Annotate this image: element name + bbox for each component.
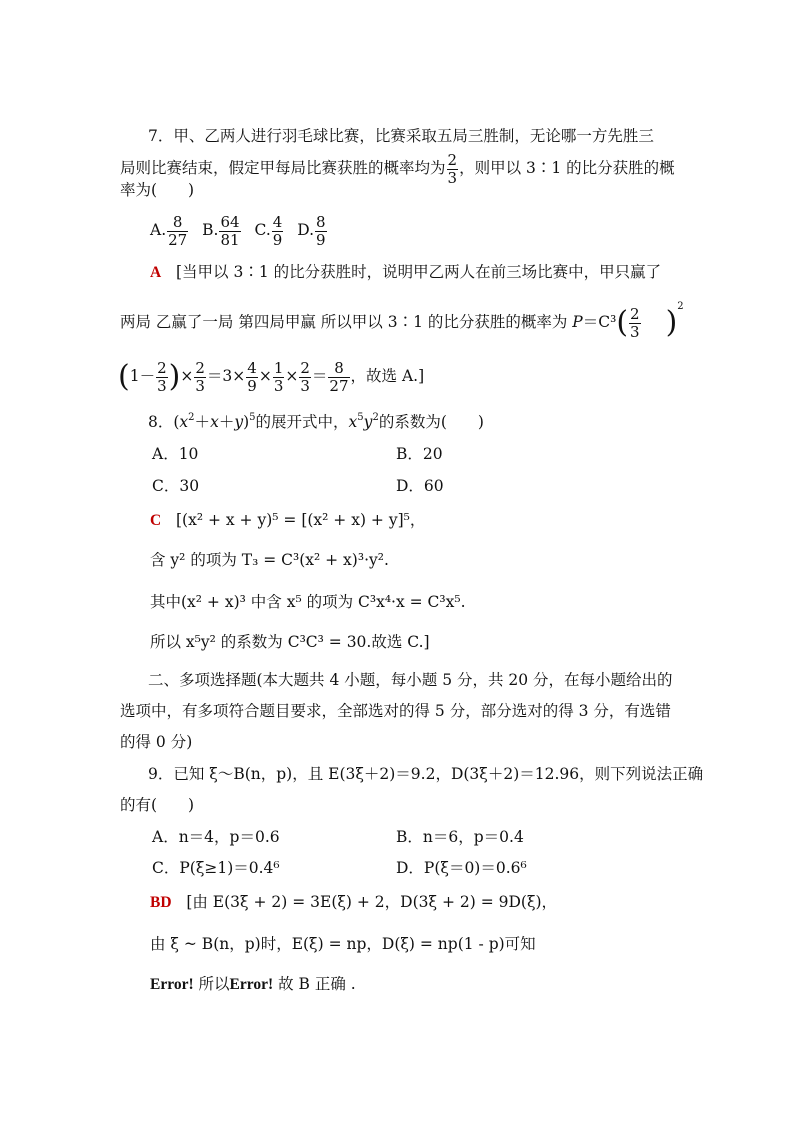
q7-option-a-frac: [167, 214, 188, 249]
paren-left-icon: (: [616, 305, 629, 340]
q7-sol-exponent: 2: [677, 301, 684, 312]
plus-sign: ＋: [194, 413, 211, 431]
frac-num: 1: [273, 358, 284, 377]
q7-frac-num: 2: [447, 150, 458, 169]
frac-den: 9: [247, 376, 257, 395]
frac: [273, 360, 285, 395]
section2-line2: 选项中，有多项符合题目要求，全部选对的得 5 分，部分选对的得 3 分，有选错: [120, 702, 671, 720]
section2-line3: 的得 0 分): [120, 733, 193, 751]
q8-option-d: D．60: [396, 477, 444, 495]
frac-den: 9: [316, 230, 326, 249]
frac-den: 9: [272, 230, 283, 249]
section2-line1: 二、多项选择题(本大题共 4 小题，每小题 5 分，共 20 分，在每小题给出的: [148, 671, 673, 689]
paren-left-icon: (: [118, 359, 130, 394]
q7-sol-frac: [629, 306, 641, 341]
frac-num: 8: [316, 212, 326, 231]
q7-c-symbol: ＝C³: [582, 313, 617, 331]
frac-den: 3: [195, 376, 205, 395]
q8-prefix: 8．(: [148, 413, 180, 431]
q7-option-d-label: D.: [297, 221, 315, 239]
q9-solution-line1: [150, 892, 557, 913]
q7-option-d-frac: [315, 214, 327, 249]
equals-sign: ＝: [311, 367, 328, 385]
q7-line2-text-a: 局则比赛结束，假定甲每局比赛获胜的概率均为: [120, 159, 446, 177]
frac-num: 8: [167, 214, 188, 232]
paren-right-icon: ): [168, 359, 181, 394]
q7-options: [150, 208, 328, 252]
q9-option-b: B．n＝6，p＝0.4: [396, 828, 524, 846]
frac-num: 2: [630, 304, 640, 323]
paren-right-icon: ): [665, 305, 678, 340]
q9-solution-line2: 由 ξ ~ B(n，p)时，E(ξ) = np，D(ξ) = np(1 - p)可知: [150, 935, 536, 953]
frac: [328, 360, 349, 395]
q7-option-b-label: B.: [202, 221, 219, 239]
q7-p-symbol: P: [572, 313, 583, 331]
q9-answer: BD: [150, 894, 172, 911]
q8-solution-text1: [(x² + x + y)⁵ = [(x² + x) + y]⁵，: [175, 511, 426, 529]
q9-solution-text1: [由 E(3ξ + 2) = 3E(ξ) + 2，D(3ξ + 2) = 9D(ξ)，: [186, 893, 558, 911]
q7-solution-line1: [150, 262, 661, 283]
error-marker: Error!: [229, 976, 274, 993]
frac-den: 3: [630, 322, 640, 341]
equals-three-times: ＝3×: [206, 367, 246, 385]
q7-line2-text-b: ，则甲以 3∶1 的比分获胜的概: [459, 159, 675, 177]
q9-solution-line3: [150, 974, 356, 995]
q7-answer: A: [150, 264, 162, 281]
q8-option-c: C．30: [152, 477, 200, 495]
plus-sign: ＋: [218, 413, 235, 431]
frac-num: 2: [157, 358, 167, 377]
q7-conclusion: ，故选 A.]: [350, 367, 425, 385]
q7-solution-line2: [120, 300, 684, 344]
close-paren: ): [243, 413, 250, 431]
q7-option-c-label: C.: [254, 221, 271, 239]
frac-num: 2: [300, 358, 310, 377]
frac-den: 3: [273, 376, 284, 395]
q8-answer: C: [150, 512, 162, 529]
frac-num: 4: [247, 358, 257, 377]
frac: [246, 360, 258, 395]
q7-option-a-label: A.: [150, 221, 167, 239]
q7-line3: 率为( ): [120, 181, 195, 199]
q9-option-a: A．n＝4，p＝0.6: [152, 828, 280, 846]
q8-solution-line4: 所以 x⁵y² 的系数为 C³C³ = 30.故选 C.]: [150, 633, 430, 651]
q8-text: 的展开式中，: [255, 413, 349, 431]
q8-option-a: A．10: [152, 445, 199, 463]
q7-line1: 7．甲、乙两人进行羽毛球比赛，比赛采取五局三胜制，无论哪一方先胜三: [148, 127, 654, 145]
q7-probability-fraction: [447, 152, 459, 187]
q9-option-d: D．P(ξ＝0)＝0.6⁶: [396, 859, 527, 877]
frac-num: 2: [195, 358, 205, 377]
q9-line1: 9．已知 ξ～B(n，p)，且 E(3ξ＋2)＝9.2，D(3ξ＋2)＝12.96，则下列说法正确: [148, 765, 704, 783]
q7-line2: [120, 146, 675, 190]
q8-option-b: B．20: [396, 445, 443, 463]
q9-line2: 的有( ): [120, 796, 195, 814]
q8-line1: 8．$(x^2+x+y)^5$的展开式中，$x^5y^2$的系数为( ): [148, 412, 484, 431]
times-sign: ×: [180, 367, 194, 385]
q7-option-b-frac: [219, 214, 240, 249]
frac: [194, 360, 206, 395]
frac: [156, 360, 168, 395]
frac-num: 64: [220, 212, 240, 231]
frac-den: 27: [168, 230, 188, 249]
q8-solution-line1: [150, 510, 425, 531]
frac: [299, 360, 311, 395]
q7-solution-text2: 两局 乙赢了一局 第四局甲赢 所以甲以 3∶1 的比分获胜的概率为: [120, 313, 573, 331]
q7-frac-den: 3: [447, 168, 458, 187]
frac-num: 4: [272, 212, 283, 231]
frac-den: 27: [329, 376, 349, 395]
q8-solution-line2: 含 y² 的项为 T₃ = C³(x² + x)³·y².: [150, 551, 389, 569]
q7-option-c-frac: [272, 214, 284, 249]
times-sign: ×: [258, 367, 272, 385]
q9-conclusion: 故 B 正确 .: [273, 975, 356, 993]
frac-den: 81: [220, 230, 240, 249]
q7-one-minus: 1－: [129, 367, 156, 385]
q8-text-end: 的系数为( ): [378, 413, 484, 431]
q7-solution-text1: [当甲以 3∶1 的比分获胜时，说明甲乙两人在前三场比赛中，甲只赢了: [175, 263, 662, 281]
q9-option-c: C．P(ξ≥1)＝0.4⁶: [152, 859, 280, 877]
frac-den: 3: [157, 376, 167, 395]
frac-den: 3: [300, 376, 310, 395]
frac-num: 8: [328, 360, 349, 378]
error-marker: Error!: [150, 976, 194, 993]
q7-solution-line3: [118, 354, 424, 398]
q9-so-text: 所以: [193, 975, 230, 993]
q8-solution-line3: 其中(x² + x)³ 中含 x⁵ 的项为 C³x⁴·x = C³x⁵.: [150, 593, 466, 611]
times-sign: ×: [285, 367, 299, 385]
